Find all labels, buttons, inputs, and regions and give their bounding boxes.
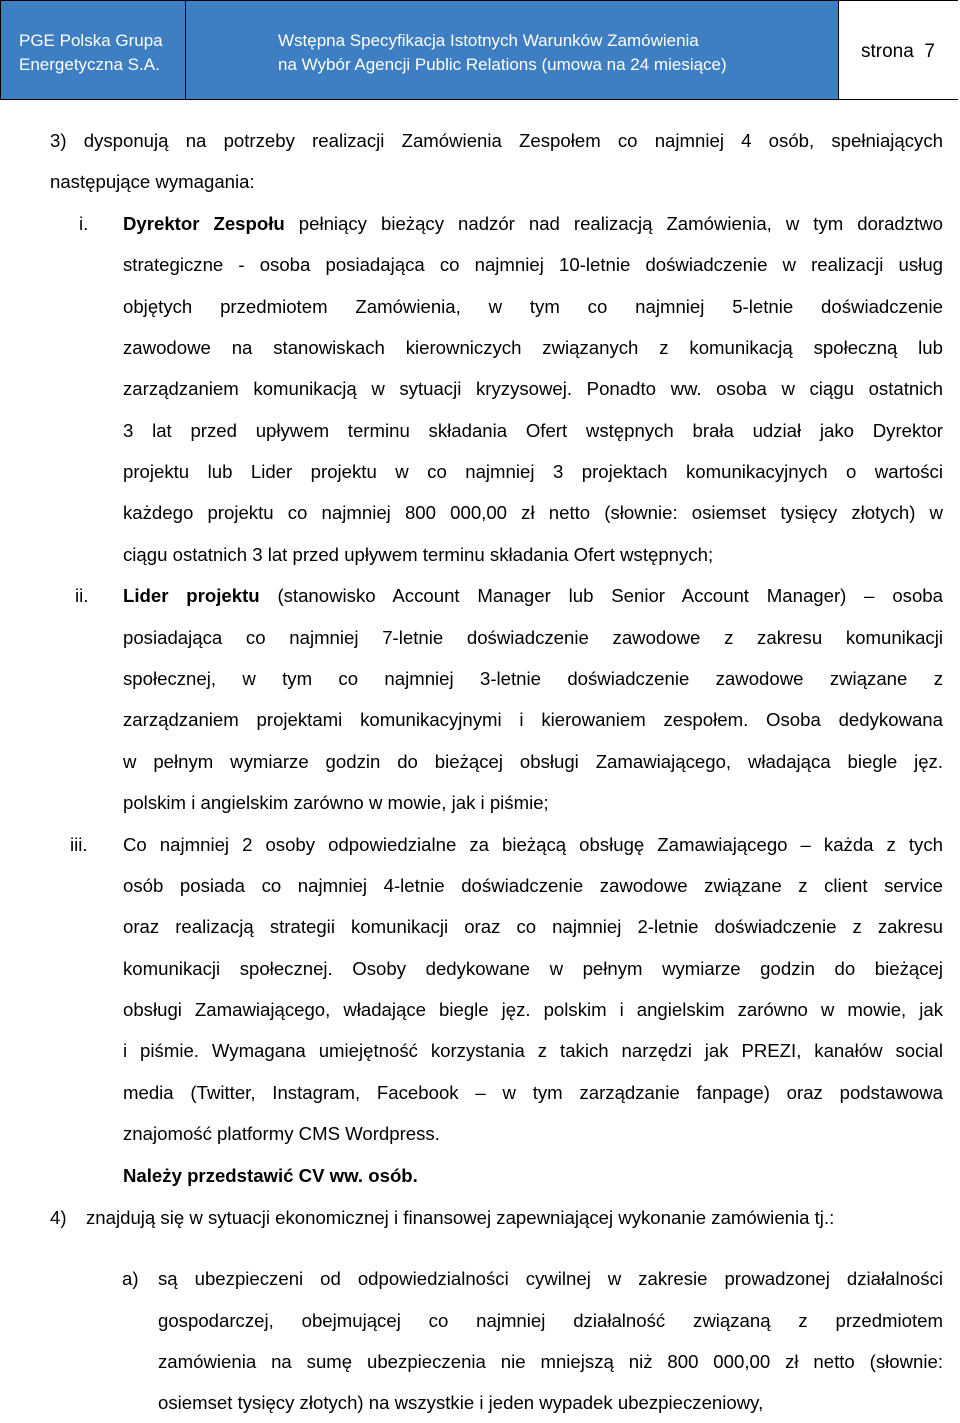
item-i-line4: zawodowe na stanowiskach kierowniczych związanych z komunikacją społeczną lub	[123, 337, 943, 358]
item-ii-line5: w pełnym wymiarze godzin do bieżącej obsługi Zamawiającego, władająca biegle jęz.	[123, 751, 943, 772]
item-i-line7: projektu lub Lider projektu w co najmniej 3 projektach komunikacyjnych o wartości	[123, 461, 943, 482]
item-ii-line6: polskim i angielskim zarówno w mowie, jak i piśmie;	[123, 792, 549, 813]
item-ii-line1-text: (stanowisko Account Manager lub Senior Account Manager) – osoba	[259, 585, 943, 606]
item-ii-line2: posiadająca co najmniej 7-letnie doświadczenie zawodowe z zakresu komunikacji	[123, 627, 943, 648]
item-iii-line4: komunikacji społecznej. Osoby dedykowane w pełnym wymiarze godzin do bieżącej	[123, 958, 943, 979]
document-title-cell	[186, 1, 839, 99]
item-i-line2: strategiczne - osoba posiadająca co najmniej 10-letnie doświadczenie w realizacji usług	[123, 254, 943, 275]
page-number: strona 7	[861, 41, 935, 62]
item-ii-line1	[123, 575, 943, 616]
item-i-marker: i.	[79, 213, 89, 234]
page-header	[0, 0, 958, 100]
page-number-cell	[839, 1, 959, 99]
item-i-line6: 3 lat przed upływem terminu składania Ofert wstępnych brała udział jako Dyrektor	[123, 420, 943, 441]
item-i-line9: ciągu ostatnich 3 lat przed upływem terminu składania Ofert wstępnych;	[123, 544, 714, 565]
item-iii-line6: i piśmie. Wymagana umiejętność korzystania z takich narzędzi jak PREZI, kanałów social	[123, 1040, 943, 1061]
item-i-line1-text: pełniący bieżący nadzór nad realizacją Zamówienia, w tym doradztwo	[284, 213, 944, 234]
point4a-line2: gospodarczej, obejmującej co najmniej działalność związaną z przedmiotem	[158, 1310, 943, 1331]
item-iii-line1: Co najmniej 2 osoby odpowiedzialne za bieżącą obsługę Zamawiającego – każda z tych	[123, 834, 943, 855]
item-iii-line5: obsługi Zamawiającego, władające biegle jęz. polskim i angielskim zarówno w mowie, jak	[123, 999, 943, 1020]
point3-line2: następujące wymagania:	[50, 171, 255, 192]
item-ii-line4: zarządzaniem projektami komunikacyjnymi i kierowaniem zespołem. Osoba dedykowana	[123, 709, 943, 730]
item-i-line1	[123, 203, 943, 244]
document-title-line1: Wstępna Specyfikacja Istotnych Warunków Zamówienia	[278, 31, 699, 50]
item-iii-marker: iii.	[70, 834, 88, 855]
point4-marker: 4)	[50, 1207, 67, 1228]
point3-line1: 3) dysponują na potrzeby realizacji Zamówienia Zespołem co najmniej 4 osób, spełniających	[50, 130, 943, 151]
item-iii-line3: oraz realizacją strategii komunikacji oraz co najmniej 2-letnie doświadczenie z zakresu	[123, 916, 943, 937]
document-title-line2: na Wybór Agencji Public Relations (umowa na 24 miesiące)	[278, 55, 727, 74]
company-name-line1: PGE Polska Grupa	[19, 31, 163, 50]
point4-text: znajdują się w sytuacji ekonomicznej i finansowej zapewniającej wykonanie zamówienia tj.:	[86, 1207, 835, 1228]
item-iii-line8: znajomość platformy CMS Wordpress.	[123, 1123, 440, 1144]
item-i-lead: Dyrektor Zespołu	[123, 213, 285, 234]
item-i-line8: każdego projektu co najmniej 800 000,00 zł netto (słownie: osiemset tysięcy złotych) w	[123, 502, 943, 523]
item-i-line3: objętych przedmiotem Zamówienia, w tym co najmniej 5-letnie doświadczenie	[123, 296, 943, 317]
point4a-line3: zamówienia na sumę ubezpieczenia nie mniejszą niż 800 000,00 zł netto (słownie:	[158, 1351, 943, 1372]
point4a-marker: a)	[122, 1268, 139, 1289]
company-name-cell	[1, 1, 186, 99]
item-i-line5: zarządzaniem komunikacją w sytuacji kryzysowej. Ponadto ww. osoba w ciągu ostatnich	[123, 378, 943, 399]
point4a-line4: osiemset tysięcy złotych) na wszystkie i jeden wypadek ubezpieczeniowy,	[158, 1392, 764, 1413]
item-ii-lead: Lider projektu	[123, 585, 260, 606]
item-iii-line7: media (Twitter, Instagram, Facebook – w tym zarządzanie fanpage) oraz podstawowa	[123, 1082, 943, 1103]
company-name-line2: Energetyczna S.A.	[19, 55, 160, 74]
item-iii-cv-note: Należy przedstawić CV ww. osób.	[123, 1165, 418, 1186]
item-ii-line3: społecznej, w tym co najmniej 3-letnie doświadczenie zawodowe związane z	[123, 668, 943, 689]
item-ii-marker: ii.	[75, 585, 89, 606]
point4a-line1: są ubezpieczeni od odpowiedzialności cywilnej w zakresie prowadzonej działalności	[158, 1268, 943, 1289]
item-iii-line2: osób posiada co najmniej 4-letnie doświadczenie zawodowe związane z client service	[123, 875, 943, 896]
